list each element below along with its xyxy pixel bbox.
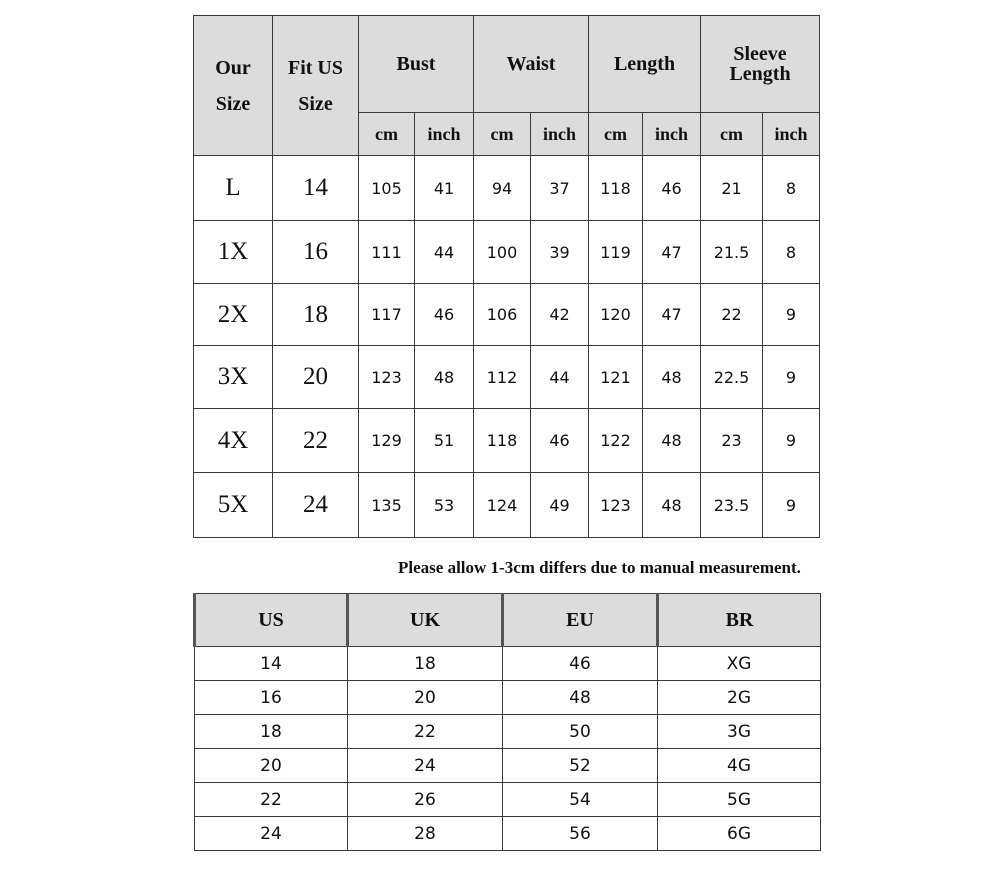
subheader-bust-inch: inch <box>415 113 474 156</box>
conv-cell-uk: 20 <box>348 681 503 715</box>
cell-fit-us: 22 <box>273 409 359 473</box>
header-length: Length <box>589 16 701 113</box>
conv-cell-br: 2G <box>658 681 821 715</box>
cell-bust-in: 41 <box>415 156 474 221</box>
conv-cell-us: 20 <box>195 749 348 783</box>
cell-bust-cm: 111 <box>359 221 415 284</box>
header-our-size <box>194 16 273 156</box>
conversion-row <box>195 783 821 817</box>
cell-our-size: 3X <box>194 346 273 409</box>
header-sleeve-line2: Length <box>729 63 791 85</box>
header-waist: Waist <box>474 16 589 113</box>
size-chart-table <box>193 15 820 538</box>
conversion-row <box>195 647 821 681</box>
conversion-row <box>195 749 821 783</box>
cell-sleeve-in: 9 <box>763 346 820 409</box>
conv-cell-eu: 52 <box>503 749 658 783</box>
cell-sleeve-in: 9 <box>763 409 820 473</box>
conv-cell-us: 16 <box>195 681 348 715</box>
cell-fit-us: 16 <box>273 221 359 284</box>
cell-bust-cm: 135 <box>359 473 415 538</box>
conv-header-uk: UK <box>348 594 503 647</box>
conv-cell-eu: 56 <box>503 817 658 851</box>
cell-length-cm: 122 <box>589 409 643 473</box>
size-conversion-table <box>193 593 821 851</box>
size-row <box>194 346 820 409</box>
conv-cell-us: 22 <box>195 783 348 817</box>
header-bust: Bust <box>359 16 474 113</box>
conv-cell-br: 4G <box>658 749 821 783</box>
header-sleeve-line1: Sleeve <box>733 43 787 65</box>
cell-bust-cm: 105 <box>359 156 415 221</box>
conv-cell-eu: 48 <box>503 681 658 715</box>
cell-bust-cm: 129 <box>359 409 415 473</box>
cell-waist-cm: 112 <box>474 346 531 409</box>
conv-cell-uk: 24 <box>348 749 503 783</box>
conv-cell-br: 3G <box>658 715 821 749</box>
cell-length-in: 48 <box>643 409 701 473</box>
subheader-waist-inch: inch <box>531 113 589 156</box>
conv-header-eu: EU <box>503 594 658 647</box>
size-row <box>194 221 820 284</box>
cell-bust-in: 53 <box>415 473 474 538</box>
cell-fit-us: 24 <box>273 473 359 538</box>
cell-bust-in: 46 <box>415 284 474 346</box>
conversion-row <box>195 817 821 851</box>
cell-our-size: 1X <box>194 221 273 284</box>
conv-cell-us: 18 <box>195 715 348 749</box>
header-fit-us-line2: Size <box>298 92 333 115</box>
cell-length-in: 48 <box>643 346 701 409</box>
size-row <box>194 284 820 346</box>
cell-fit-us: 18 <box>273 284 359 346</box>
cell-sleeve-cm: 23 <box>701 409 763 473</box>
conv-header-us: US <box>195 594 348 647</box>
cell-sleeve-cm: 21.5 <box>701 221 763 284</box>
cell-length-cm: 121 <box>589 346 643 409</box>
header-our-size-line1: Our <box>215 56 251 79</box>
conv-cell-uk: 28 <box>348 817 503 851</box>
cell-waist-in: 44 <box>531 346 589 409</box>
cell-sleeve-cm: 22.5 <box>701 346 763 409</box>
header-sleeve-length <box>701 16 820 113</box>
cell-length-cm: 119 <box>589 221 643 284</box>
cell-length-in: 47 <box>643 284 701 346</box>
cell-waist-cm: 94 <box>474 156 531 221</box>
cell-our-size: 4X <box>194 409 273 473</box>
cell-length-in: 46 <box>643 156 701 221</box>
cell-waist-cm: 118 <box>474 409 531 473</box>
cell-sleeve-in: 9 <box>763 284 820 346</box>
header-fit-us-size <box>273 16 359 156</box>
cell-waist-cm: 100 <box>474 221 531 284</box>
conv-cell-uk: 22 <box>348 715 503 749</box>
conv-header-br: BR <box>658 594 821 647</box>
cell-bust-cm: 123 <box>359 346 415 409</box>
header-our-size-line2: Size <box>215 92 251 115</box>
cell-waist-in: 42 <box>531 284 589 346</box>
cell-sleeve-cm: 23.5 <box>701 473 763 538</box>
header-fit-us-line1: Fit US <box>288 56 343 79</box>
cell-bust-in: 51 <box>415 409 474 473</box>
cell-our-size: 2X <box>194 284 273 346</box>
conversion-row <box>195 681 821 715</box>
conv-cell-br: 6G <box>658 817 821 851</box>
cell-fit-us: 20 <box>273 346 359 409</box>
subheader-length-inch: inch <box>643 113 701 156</box>
cell-length-cm: 118 <box>589 156 643 221</box>
cell-length-in: 48 <box>643 473 701 538</box>
cell-waist-cm: 106 <box>474 284 531 346</box>
measurement-note: Please allow 1-3cm differs due to manual measurement. <box>398 558 801 577</box>
cell-sleeve-in: 8 <box>763 156 820 221</box>
cell-our-size: L <box>194 156 273 221</box>
cell-bust-in: 44 <box>415 221 474 284</box>
cell-our-size: 5X <box>194 473 273 538</box>
cell-waist-in: 39 <box>531 221 589 284</box>
cell-bust-in: 48 <box>415 346 474 409</box>
conv-cell-eu: 46 <box>503 647 658 681</box>
cell-sleeve-in: 8 <box>763 221 820 284</box>
conv-cell-eu: 50 <box>503 715 658 749</box>
subheader-bust-cm: cm <box>359 113 415 156</box>
cell-waist-cm: 124 <box>474 473 531 538</box>
conv-cell-us: 14 <box>195 647 348 681</box>
conv-cell-uk: 26 <box>348 783 503 817</box>
size-row <box>194 156 820 221</box>
cell-bust-cm: 117 <box>359 284 415 346</box>
conv-cell-uk: 18 <box>348 647 503 681</box>
cell-sleeve-cm: 22 <box>701 284 763 346</box>
conv-cell-eu: 54 <box>503 783 658 817</box>
cell-fit-us: 14 <box>273 156 359 221</box>
cell-sleeve-in: 9 <box>763 473 820 538</box>
size-row <box>194 409 820 473</box>
subheader-length-cm: cm <box>589 113 643 156</box>
conv-cell-br: 5G <box>658 783 821 817</box>
conv-cell-br: XG <box>658 647 821 681</box>
size-row <box>194 473 820 538</box>
cell-waist-in: 49 <box>531 473 589 538</box>
cell-length-cm: 123 <box>589 473 643 538</box>
subheader-sleeve-cm: cm <box>701 113 763 156</box>
cell-waist-in: 37 <box>531 156 589 221</box>
cell-length-in: 47 <box>643 221 701 284</box>
conv-cell-us: 24 <box>195 817 348 851</box>
subheader-waist-cm: cm <box>474 113 531 156</box>
cell-length-cm: 120 <box>589 284 643 346</box>
cell-waist-in: 46 <box>531 409 589 473</box>
conversion-row <box>195 715 821 749</box>
subheader-sleeve-inch: inch <box>763 113 820 156</box>
cell-sleeve-cm: 21 <box>701 156 763 221</box>
